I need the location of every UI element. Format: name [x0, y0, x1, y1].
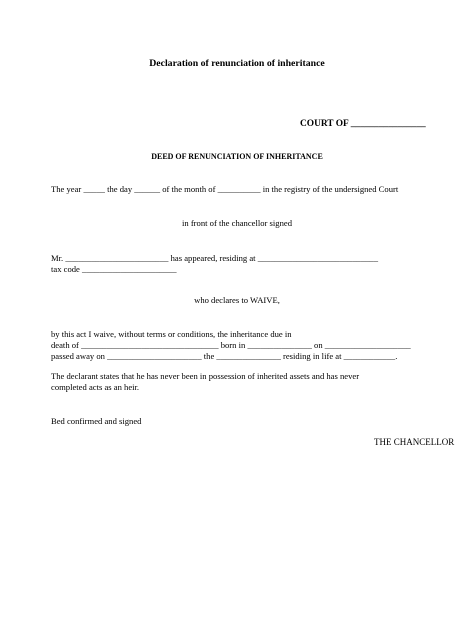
document-title: Declaration of renunciation of inheritance [149, 58, 325, 69]
passed-away-line: passed away on ______________________ the _______________ residing in life at ____________. [51, 351, 398, 361]
death-line: death of ________________________________ born in _______________ on ____________________ [51, 340, 411, 350]
statement-line-1: The declarant states that he has never been in possession of inherited assets and has never [51, 371, 360, 381]
registry-line: The year _____ the day ______ of the month of __________ in the registry of the undersigned Court [51, 184, 399, 194]
confirmed-line: Bed confirmed and signed [51, 416, 142, 426]
tax-code-line: tax code ______________________ [51, 264, 177, 274]
deed-heading: DEED OF RENUNCIATION OF INHERITANCE [151, 152, 323, 161]
chancellor-signed-line: in front of the chancellor signed [181, 218, 292, 228]
statement-line-2: completed acts as an heir. [51, 382, 140, 392]
signature-label: THE CHANCELLOR [374, 437, 455, 447]
declares-line: who declares to WAIVE, [194, 295, 280, 305]
waive-line: by this act I waive, without terms or conditions, the inheritance due in [51, 329, 292, 339]
appeared-line: Mr. ________________________ has appeared, residing at ____________________________ [51, 253, 379, 263]
court-line: COURT OF ________________ [300, 119, 426, 129]
